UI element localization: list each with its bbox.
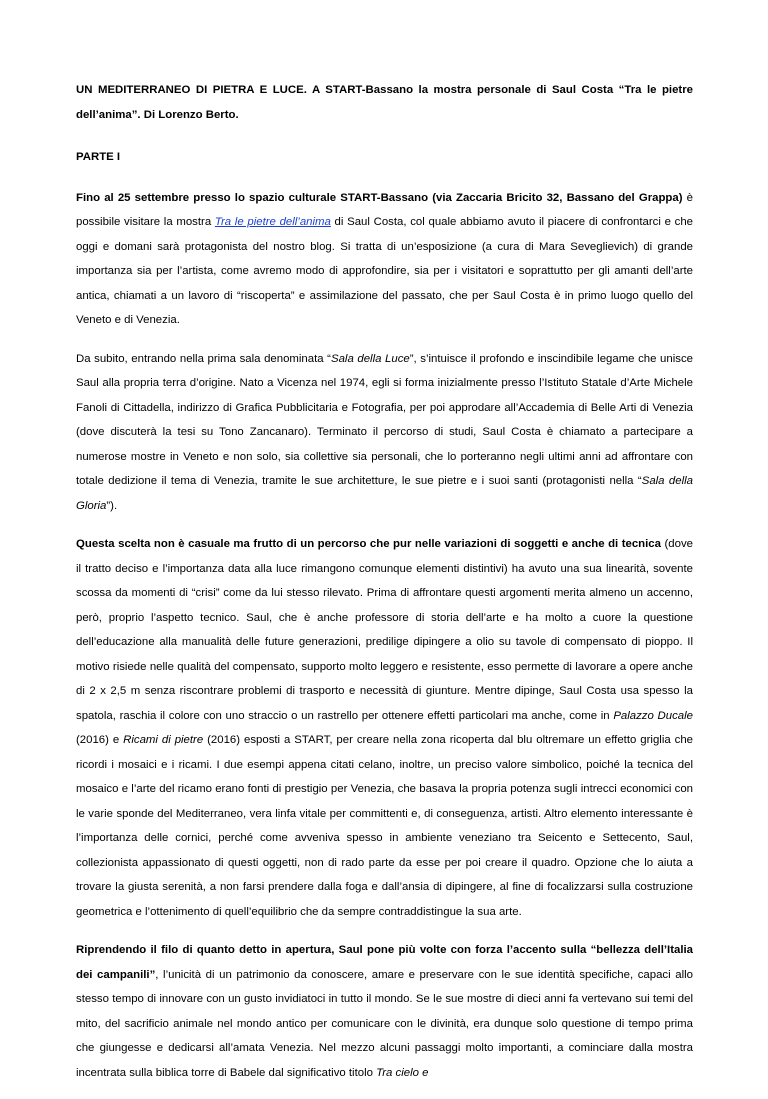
p3-lead: Questa scelta non è casuale ma frutto di un percorso che pur nelle variazioni di soggetti e anche di tecnica <box>76 538 661 550</box>
section-heading: PARTE I <box>76 151 121 163</box>
paragraph-2: Da subito, entrando nella prima sala denominata “Sala della Luce”, s’intuisce il profondo e inscindibile legame che unisce Saul alla propria terra d’origine. Nato a Vicenza nel 1974, egli si forma inizialmente presso l’Istituto Statale d’Arte Michele Fanoli di Cittadella, indirizzo di Grafica Pubblicitaria e Fotografia, per poi approdare all’Accademia di Belle Arti di Venezia (dove discuterà la tesi su Tono Zancanaro). Terminato il percorso di studi, Saul Costa è chiamato a partecipare a numerose mostre in Veneto e non solo, sia collettive sia personali, che lo porteranno negli ultimi anni ad affrontare con totale dedizione il tema di Venezia, tramite le sue architetture, le sue pietre e i suoi santi (protagonisti nella “Sala della Gloria”). <box>76 352 693 512</box>
exhibition-link[interactable]: Tra le pietre dell’anima <box>214 216 331 228</box>
p1-lead: Fino al 25 settembre presso lo spazio culturale START-Bassano (via Zaccaria Bricito 32, Bassano del Grappa) <box>76 191 683 204</box>
paragraph-4: Riprendendo il filo di quanto detto in apertura, Saul pone più volte con forza l’accento sulla “bellezza dell’Italia dei campanili”, l’unicità di un patrimonio da conoscere, amare e preservare con le sue identità specifiche, capaci allo stesso tempo di innovare con un gusto invidiatoci in tutto il mondo. Se le sue mostre di dieci anni fa vertevano sui temi del mito, del sacrificio animale nel mondo antico per comunicare con le divinità, era dunque solo questione di tempo prima che giungesse e dedicarsi all’amata Venezia. Nel mezzo alcuni passaggi molto importanti, a cominciare dalla mostra incentrata sulla biblica torre di Babele dal significativo titolo Tra cielo e <box>76 944 693 1079</box>
paragraph-3: Questa scelta non è casuale ma frutto di un percorso che pur nelle variazioni di soggetti e anche di tecnica (dove il tratto deciso e l’importanza data alla luce rimangono comunque elementi distintivi) ha avuto una sua linearità, sovente scossa da momenti di “crisi” come da lui stesso rilevato. Prima di affrontare questi argomenti merita almeno un accenno, però, proprio l’aspetto tecnico. Saul, che è anche professore di storia dell’arte e ha molto a cuore la questione dell’educazione alla manualità delle future generazioni, predilige dipingere a olio su tavole di compensato di pioppo. Il motivo risiede nelle qualità del compensato, supporto molto leggero e resistente, esso permette di lavorare a opere anche di 2 x 2,5 m senza riscontrare problemi di trasporto e necessità di giunture. Mentre dipinge, Saul Costa usa spesso la spatola, raschia il colore con uno straccio o un rastrello per ottenere effetti particolari ma anche, come in Palazzo Ducale (2016) e Ricami di pietre (2016) esposti a START, per creare nella zona ricoperta dal blu oltremare un effetto griglia che ricordi i mosaici e i ricami. I due esempi appena citati celano, inoltre, un preciso valore simbolico, poiché la tecnica del mosaico e l’arte del ricamo erano fonti di prestigio per Venezia, che basava la propria potenza sugli intrecci economici con le varie sponde del Mediterraneo, vera linfa vitale per committenti e, di conseguenza, artisti. Altro elemento interessante è l’importanza delle cornici, perché come avveniva spesso in ambiente veneziano tra Seicento e Settecento, Saul, collezionista appassionato di questi oggetti, non di rado parte da esse per poi creare il quadro. Opzione che lo aiuta a trovare la giusta serenità, a non farsi prendere dalla foga e dall’ansia di dipingere, al fine di focalizzarsi sulla costruzione geometrica e l’ottenimento di quell’equilibrio che da sempre contraddistingue la sua arte. <box>76 538 693 918</box>
paragraph-1: Fino al 25 settembre presso lo spazio culturale START-Bassano (via Zaccaria Bricito 32, Bassano del Grappa) è possibile visitare la mostra Tra le pietre dell’anima di Saul Costa, col quale abbiamo avuto il piacere di confrontarci e che oggi e domani sarà protagonista del nostro blog. Si tratta di un’esposizione (a cura di Mara Seveglievich) di grande importanza sia per l’artista, come avremo modo di approfondire, sia per i visitatori e soprattutto per gli amanti dell’arte antica, chiamati a un lavoro di “riscoperta” e assimilazione del passato, che per Saul Costa è in primo luogo quello del Veneto e di Venezia. <box>76 191 694 326</box>
p4-lead: Riprendendo il filo di quanto detto in apertura, Saul pone più volte con forza l’accento sulla “bellezza dell’Italia dei campanili” <box>76 944 693 981</box>
article-body <box>76 78 693 1099</box>
article-title: UN MEDITERRANEO DI PIETRA E LUCE. A START-Bassano la mostra personale di Saul Costa “Tra le pietre dell’anima”. Di Lorenzo Berto. <box>76 84 693 121</box>
